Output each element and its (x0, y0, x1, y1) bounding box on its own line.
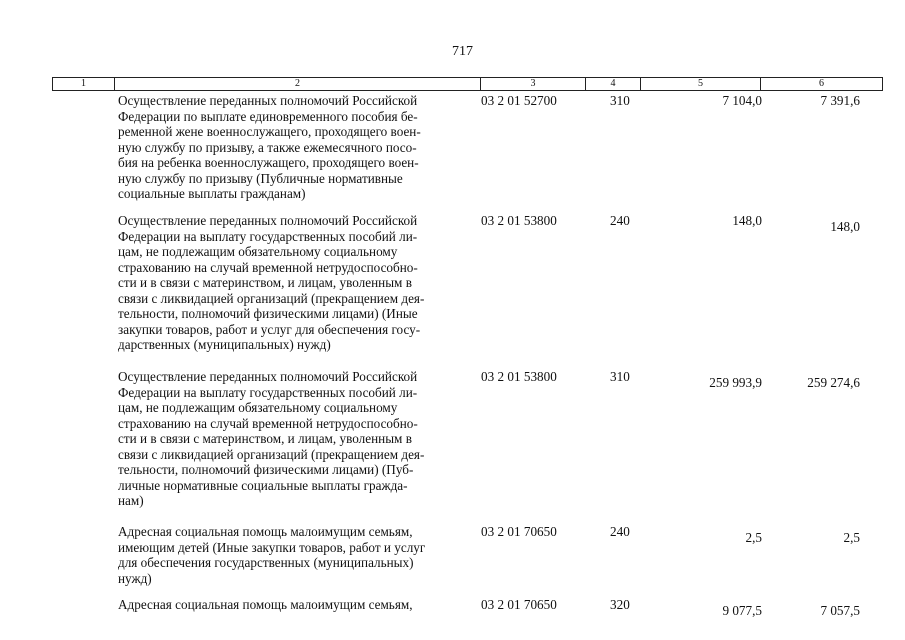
header-col-1: 1 (53, 78, 115, 90)
header-col-6: 6 (819, 78, 824, 89)
description-line: страхованию на случай временной нетрудоспособно- (118, 415, 418, 431)
header-col-2: 2 (115, 78, 481, 90)
row-value-5: 148,0 (732, 213, 762, 228)
description-line: цам, не подлежащим обязательному социальному (118, 244, 398, 259)
row-description (118, 93, 473, 202)
description-line: Федерации на выплату государственных пособий ли- (118, 228, 418, 244)
description-line: ременной жене военнослужащего, проходящего воен- (118, 124, 421, 139)
description-line: страхованию на случай временной нетрудоспособно- (118, 259, 418, 275)
header-col-3: 3 (481, 78, 586, 90)
description-line: для обеспечения государственных (муниципальных) (118, 555, 414, 570)
description-line: нам) (118, 493, 144, 508)
description-line: Федерации на выплату государственных пособий ли- (118, 384, 418, 400)
row-value-5: 259 993,9 (709, 375, 762, 390)
row-value-5: 9 077,5 (722, 603, 762, 618)
row-type: 320 (610, 597, 630, 612)
row-code: 03 2 01 70650 (481, 524, 557, 539)
row-type: 240 (610, 524, 630, 539)
row-code: 03 2 01 52700 (481, 93, 557, 108)
description-line: Адресная социальная помощь малоимущим семьям, (118, 524, 413, 539)
page-number: 717 (452, 44, 473, 59)
row-value-6: 7 391,6 (820, 93, 860, 108)
description-line: Осуществление переданных полномочий Российской (118, 369, 418, 384)
description-line: закупки товаров, работ и услуг для обеспечения госу- (118, 321, 421, 337)
row-description (118, 524, 473, 586)
row-description (118, 369, 473, 509)
description-line: имеющим детей (Иные закупки товаров, работ и услуг (118, 539, 426, 555)
table-header (52, 77, 883, 91)
row-value-5: 7 104,0 (722, 93, 762, 108)
row-type: 310 (610, 369, 630, 384)
row-code: 03 2 01 70650 (481, 597, 557, 612)
row-value-5: 2,5 (745, 530, 762, 545)
description-line: связи с ликвидацией организаций (прекращением дея- (118, 290, 425, 306)
row-code: 03 2 01 53800 (481, 213, 557, 228)
description-line: дарственных (муниципальных) нужд) (118, 337, 331, 352)
description-line: Федерации по выплате единовременного пособия бе- (118, 108, 418, 124)
row-description (118, 213, 473, 353)
header-col-5: 5 (641, 78, 761, 90)
description-line: сти и в связи с материнством, и лицам, уволенным в (118, 275, 412, 290)
description-line: ную службу по призыву, а также ежемесячного посо- (118, 139, 417, 155)
description-line: бия на ребенка военнослужащего, проходящего воен- (118, 155, 419, 170)
row-type: 310 (610, 93, 630, 108)
description-line: Осуществление переданных полномочий Российской (118, 213, 418, 228)
row-value-6: 148,0 (830, 219, 860, 234)
row-value-6: 259 274,6 (807, 375, 860, 390)
description-line: цам, не подлежащим обязательному социальному (118, 400, 398, 415)
header-col-4: 4 (586, 78, 641, 90)
description-line: ную службу по призыву (Публичные нормативные (118, 170, 403, 186)
description-line: нужд) (118, 570, 152, 586)
description-line: личные нормативные социальные выплаты гражда- (118, 477, 408, 493)
row-value-6: 2,5 (843, 530, 860, 545)
description-line: тельности, полномочий физическими лицами) (Иные (118, 306, 418, 321)
row-code: 03 2 01 53800 (481, 369, 557, 384)
row-description (118, 597, 473, 613)
row-value-6: 7 057,5 (820, 603, 860, 618)
description-line: связи с ликвидацией организаций (прекращением дея- (118, 446, 425, 462)
row-type: 240 (610, 213, 630, 228)
description-line: тельности, полномочий физическими лицами) (Пуб- (118, 462, 414, 477)
description-line: Осуществление переданных полномочий Российской (118, 93, 418, 108)
description-line: социальные выплаты гражданам) (118, 186, 306, 201)
description-line: сти и в связи с материнством, и лицам, уволенным в (118, 431, 412, 446)
description-line: Адресная социальная помощь малоимущим семьям, (118, 597, 413, 612)
